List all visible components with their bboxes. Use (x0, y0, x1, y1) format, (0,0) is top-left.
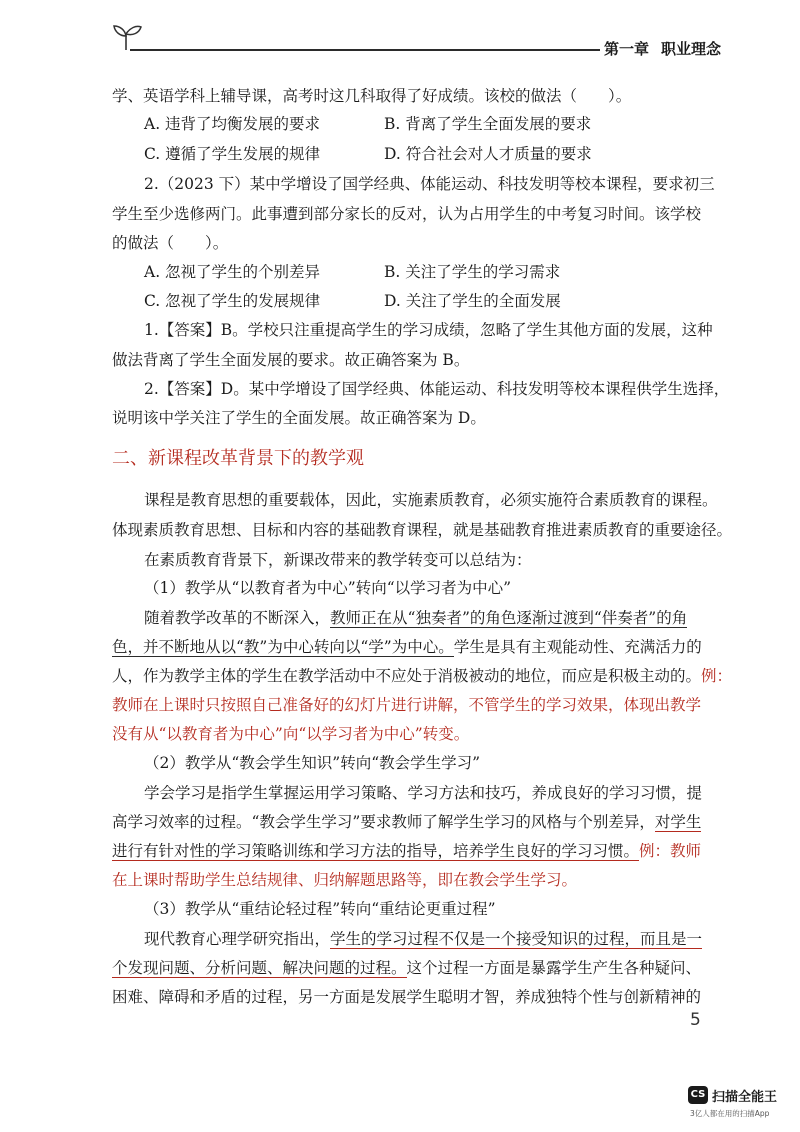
page-number: 5 (690, 1010, 701, 1030)
q1-option-d: D. 符合社会对人才质量的要求 (384, 145, 592, 163)
point1-line2-post: 学生是具有主观能动性、充满活力的 (453, 638, 702, 656)
scanner-logo-badge: CS (688, 1086, 708, 1104)
intro-line3: 在素质教育背景下，新课改带来的教学转变可以总结为： (144, 551, 532, 569)
scanner-tagline: 3亿人都在用的扫描App (690, 1109, 770, 1118)
point2-line2 (112, 812, 702, 832)
sprout-icon (110, 22, 144, 52)
point3-line1-pre: 现代教育心理学研究指出， (144, 930, 331, 948)
point3-line2-post: 这个过程一方面是暴露学生产生各种疑问、 (406, 959, 702, 977)
answer-2-line1: 2.【答案】D。某中学增设了国学经典、体能运动、科技发明等校本课程供学生选择， (144, 380, 730, 398)
q2-option-b: B. 关注了学生的学习需求 (384, 263, 561, 281)
intro-line1: 课程是教育思想的重要载体，因此，实施素质教育，必须实施符合素质教育的课程。 (144, 491, 718, 509)
point1-title: （1）教学从“以教育者为中心”转向“以学习者为中心” (144, 579, 512, 597)
answer-1-line1: 1.【答案】B。学校只注重提高学生的学习成绩，忽略了学生其他方面的发展，这种 (144, 321, 713, 339)
q1-option-b: B. 背离了学生全面发展的要求 (384, 115, 592, 133)
point1-line1-pre: 随着教学改革的不断深入， (144, 609, 331, 627)
header-rule (130, 49, 600, 51)
point2-line2-underlined: 对学生 (654, 813, 702, 831)
scanner-watermark (688, 1086, 796, 1126)
chapter-number: 第一章 (604, 40, 650, 58)
answer-1-line2: 做法背离了学生全面发展的要求。故正确答案为 B。 (112, 351, 470, 369)
point2-line1: 学会学习是指学生掌握运用学习策略、学习方法和技巧，养成良好的学习习惯，提 (144, 784, 703, 802)
point2-line3 (112, 841, 702, 861)
point2-line2-pre: 高学习效率的过程。“教会学生学习”要求教师了解学生学习的风格与个别差异， (112, 813, 655, 831)
q2-option-a: A. 忽视了学生的个别差异 (144, 263, 321, 281)
q2-option-d: D. 关注了学生的全面发展 (384, 292, 561, 310)
point1-line2 (112, 637, 702, 657)
point2-example-label: 例：教师 (639, 842, 702, 860)
point1-line3 (112, 666, 733, 686)
point1-example-label: 例： (701, 667, 733, 685)
point2-line4: 在上课时帮助学生总结规律、归纳解题思路等，即在教会学生学习。 (112, 871, 578, 889)
point1-line1 (144, 608, 734, 628)
q2-line3: 的做法（ ）。 (112, 234, 229, 252)
chapter-title: 职业理念 (661, 40, 722, 58)
scanner-app-name: 扫描全能王 (712, 1090, 778, 1105)
point3-line1 (144, 929, 734, 949)
point3-line2-underlined: 个发现问题、分析问题、解决问题的过程。 (112, 959, 407, 977)
q2-line1: 2.（2023 下）某中学增设了国学经典、体能运动、科技发明等校本课程，要求初三 (144, 175, 715, 193)
point1-line1-underlined: 教师正在从“独奏者”的角色逐渐过渡到“伴奏者”的角 (330, 609, 688, 627)
q2-line2: 学生至少选修两门。此事遭到部分家长的反对，认为占用学生的中考复习时间。该学校 (112, 205, 702, 223)
intro-line2: 体现素质教育思想、目标和内容的基础教育课程，就是基础教育推进素质教育的重要途径。 (112, 521, 733, 539)
answer-2-line2: 说明该中学关注了学生的全面发展。故正确答案为 D。 (112, 409, 486, 427)
point3-line3: 困难、障碍和矛盾的过程，另一方面是发展学生聪明才智，养成独特个性与创新精神的 (112, 988, 702, 1006)
q1-option-c: C. 遵循了学生发展的规律 (144, 145, 321, 163)
header-chapter (604, 38, 721, 59)
point2-title: （2）教学从“教会学生知识”转向“教会学生学习” (144, 754, 481, 772)
point3-line2 (112, 958, 702, 978)
point1-line3-text: 人，作为教学主体的学生在教学活动中不应处于消极被动的地位，而应是积极主动的。 (112, 667, 702, 685)
point3-title: （3）教学从“重结论轻过程”转向“重结论更重过程” (144, 900, 496, 918)
section-heading: 二、新课程改革背景下的教学观 (112, 448, 364, 469)
q2-option-c: C. 忽视了学生的发展规律 (144, 292, 321, 310)
point1-line4: 教师在上课时只按照自己准备好的幻灯片进行讲解，不管学生的学习效果，体现出教学 (112, 696, 702, 714)
point3-line1-underlined: 学生的学习过程不仅是一个接受知识的过程，而且是一 (330, 930, 703, 948)
point1-line2-underlined: 色，并不断地从以“教”为中心转向以“学”为中心。 (112, 638, 454, 656)
point2-line3-underlined: 进行有针对性的学习策略训练和学习方法的指导，培养学生良好的学习习惯。 (112, 842, 640, 860)
point1-line5: 没有从“以教育者为中心”向“以学习者为中心”转变。 (112, 725, 470, 743)
q1-stem-tail: 学、英语学科上辅导课，高考时这几科取得了好成绩。该校的做法（ ）。 (112, 87, 632, 105)
q1-option-a: A. 违背了均衡发展的要求 (144, 115, 321, 133)
